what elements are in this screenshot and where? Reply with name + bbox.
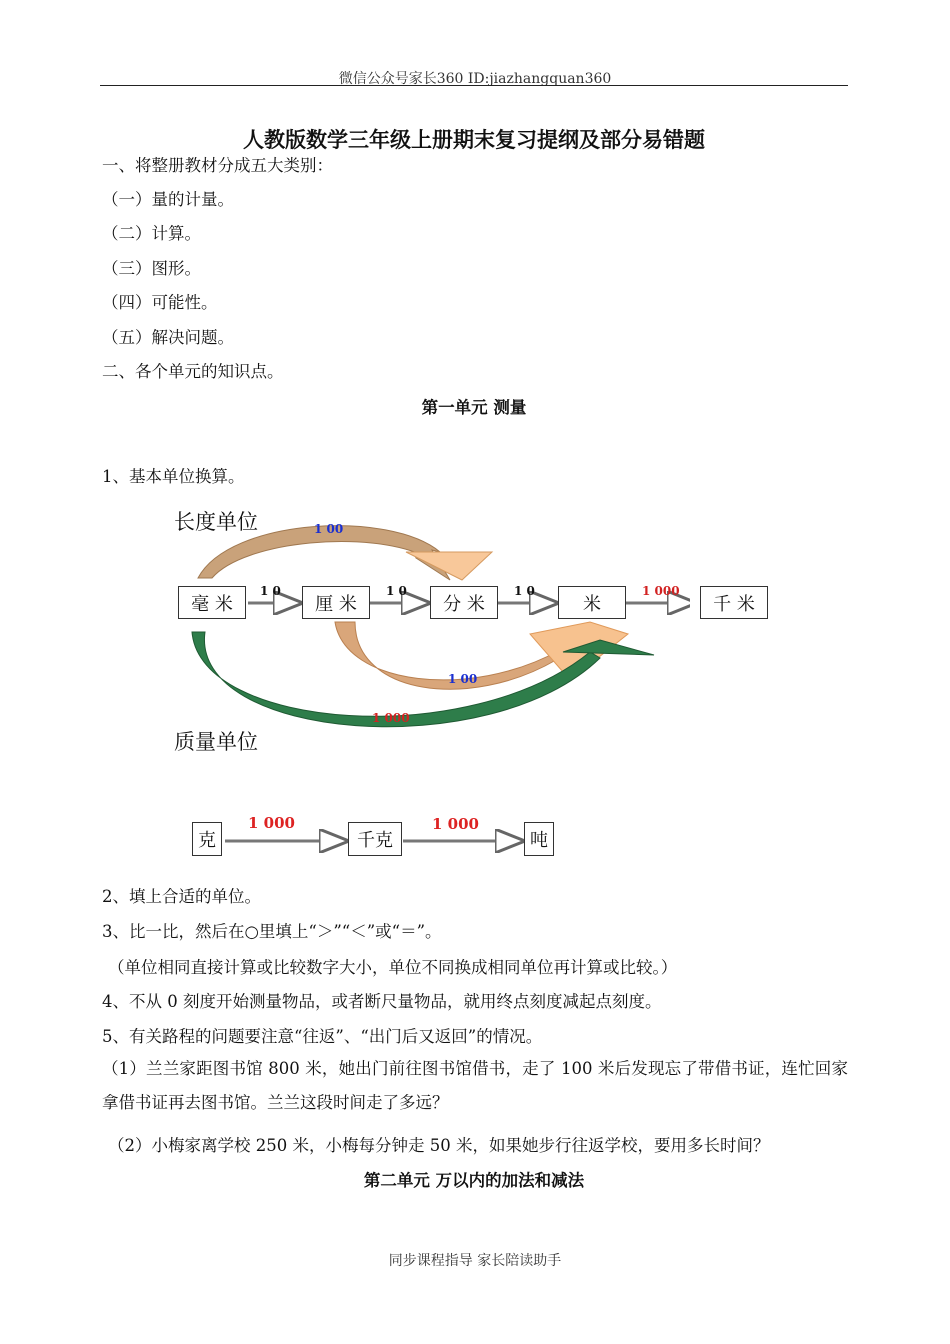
unit-conversion-diagram — [170, 500, 690, 870]
rate-arc-bottom: 1 000 — [372, 711, 410, 725]
unit1-title: 第一单元 测量 — [421, 398, 527, 417]
unit-box-kilometer: 千 米 — [700, 586, 768, 619]
unit1-point5: 5、有关路程的问题要注意“往返”、“出门后又返回”的情况。 — [102, 1027, 543, 1046]
unit-box-millimeter: 毫 米 — [178, 586, 246, 619]
section1-heading: 一、将整册教材分成五大类别： — [102, 156, 333, 175]
problem-2: （2）小梅家离学校 250 米，小梅每分钟走 50 米，如果她步行往返学校，要用多长时间？ — [108, 1136, 770, 1155]
unit1-point3: 3、比一比，然后在○里填上“＞”“＜”或“＝”。 — [102, 922, 442, 941]
category-item: （二）计算。 — [102, 224, 201, 243]
category-item: （四）可能性。 — [102, 293, 218, 312]
mass-units-label: 质量单位 — [174, 730, 258, 754]
category-item: （五）解决问题。 — [102, 328, 234, 347]
unit-box-gram: 克 — [192, 822, 222, 856]
header-divider — [100, 85, 848, 86]
rate-kg-t: 1 000 — [432, 815, 479, 833]
rate-arc-middle: 1 00 — [448, 672, 478, 686]
unit-box-kilogram: 千克 — [348, 822, 402, 856]
unit-box-centimeter: 厘 米 — [302, 586, 370, 619]
page-footer: 同步课程指导 家长陪读助手 — [388, 1253, 562, 1269]
rate-m-km: 1 000 — [642, 584, 680, 598]
unit-box-meter: 米 — [558, 586, 626, 619]
rate-arc-top: 1 00 — [314, 522, 344, 536]
unit-box-ton: 吨 — [524, 822, 554, 856]
rate-dm-m: 1 0 — [514, 584, 535, 598]
unit-box-decimeter: 分 米 — [430, 586, 498, 619]
category-item: （三）图形。 — [102, 259, 201, 278]
unit1-point3-note: （单位相同直接计算或比较数字大小，单位不同换成相同单位再计算或比较。） — [108, 958, 678, 977]
rate-mm-cm: 1 0 — [260, 584, 281, 598]
section2-heading: 二、各个单元的知识点。 — [102, 362, 284, 381]
page-header: 微信公众号家长360 ID:jiazhangquan360 — [338, 71, 612, 87]
unit1-point2: 2、填上合适的单位。 — [102, 887, 261, 906]
problem-1: （1）兰兰家距图书馆 800 米，她出门前往图书馆借书，走了 100 米后发现忘了带借书证，连忙回家拿借书证再去图书馆。兰兰这段时间走了多远？ — [102, 1059, 848, 1112]
rate-cm-dm: 1 0 — [386, 584, 407, 598]
unit1-point1: 1、基本单位换算。 — [102, 467, 245, 486]
rate-g-kg: 1 000 — [248, 814, 295, 832]
category-item: （一）量的计量。 — [102, 190, 234, 209]
unit1-point4: 4、不从 0 刻度开始测量物品，或者断尺量物品，就用终点刻度减起点刻度。 — [102, 992, 662, 1011]
arc-mm-to-dm-head — [406, 552, 492, 580]
unit2-title: 第二单元 万以内的加法和减法 — [363, 1171, 585, 1190]
length-units-label: 长度单位 — [174, 510, 258, 534]
document-title: 人教版数学三年级上册期末复习提纲及部分易错题 — [243, 127, 705, 152]
